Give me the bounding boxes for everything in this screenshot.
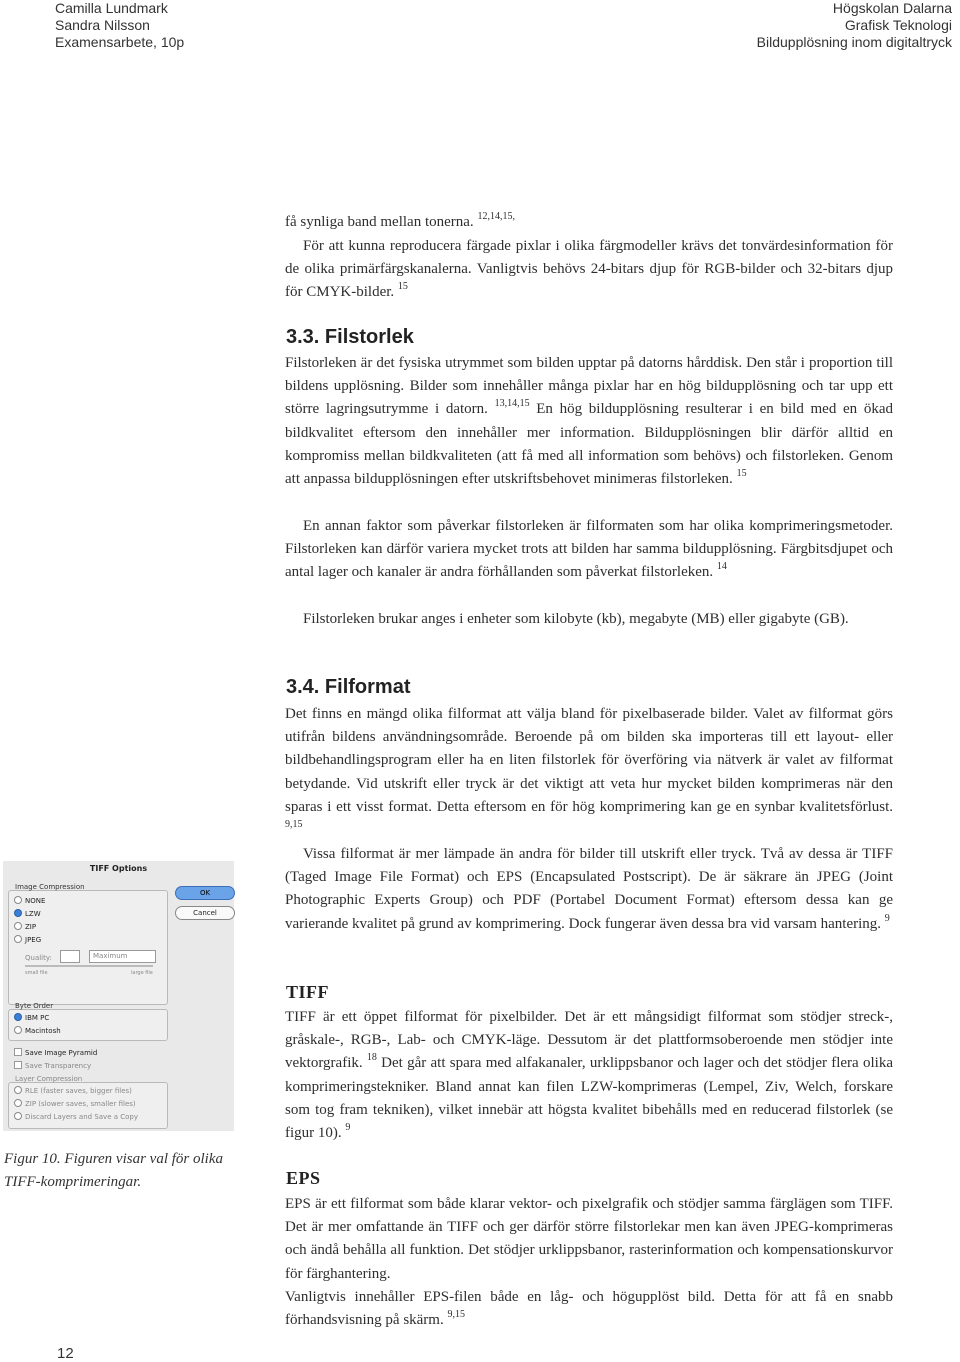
paragraph-6 bbox=[285, 703, 893, 842]
paragraph-text: Filstorleken är det fysiska utrymmet som bilden upptar på datorns hårddisk. Den står i proportion till bildens upplösning. Bilder som innehåller många pixlar har en hög bildupplösning och tar upp ett större lagringsutrymme i datorn. bbox=[285, 355, 893, 418]
paragraph-10 bbox=[285, 1286, 893, 1332]
dialog-title: TIFF Options bbox=[89, 864, 148, 873]
quality-label: Quality: bbox=[25, 954, 52, 962]
large-file-label: large file bbox=[131, 970, 153, 976]
save-image-pyramid-checkbox[interactable]: Save Image Pyramid bbox=[14, 1048, 97, 1057]
paragraph-9 bbox=[285, 1193, 893, 1286]
small-file-label: small file bbox=[25, 970, 48, 976]
figure-caption: Figur 10. Figuren visar val för olika TIFF-komprimeringar. bbox=[4, 1151, 224, 1190]
compression-option-lzw[interactable]: LZW bbox=[14, 909, 41, 918]
image-compression-label: Image Compression bbox=[15, 883, 85, 891]
paragraph-text: För att kunna reproducera färgade pixlar i olika färgmodeller krävs det tonvärdesinformation för de olika primärfärgskanalerna. Vanligtvis behövs 24-bitars djup för RGB-bilder och 32-bitars djup för CMYK-bilder. bbox=[285, 238, 893, 301]
save-transparency-checkbox[interactable]: Save Transparency bbox=[14, 1061, 91, 1070]
radio-icon bbox=[14, 1112, 22, 1120]
paragraph-4 bbox=[285, 515, 893, 585]
radio-icon bbox=[14, 1026, 22, 1034]
subheading-tiff: TIFF bbox=[286, 982, 330, 1002]
footnote-ref: 12,14,15, bbox=[477, 211, 515, 222]
layer-option-rle[interactable]: RLE (faster saves, bigger files) bbox=[14, 1086, 132, 1095]
byte-order-ibm-pc[interactable]: IBM PC bbox=[14, 1013, 49, 1022]
tiff-options-dialog-figure bbox=[3, 861, 234, 1131]
paragraph-8 bbox=[285, 1006, 893, 1145]
paragraph-text: Det går att spara med alfakanaler, urklippsbanor och lager och det stödjer flera olika komprimeringstekniker. Bland annat kan filen LZW-komprimeras (Lempel, Ziv, Welch, forskare som tog fram tekniken), vilket innebär att högsta kvalitet bibehålls med en reducerad filstorlek (se figur 10). bbox=[285, 1055, 893, 1142]
compression-option-none[interactable]: NONE bbox=[14, 896, 45, 905]
paragraph-3 bbox=[285, 352, 893, 491]
ok-button[interactable]: OK bbox=[175, 886, 235, 900]
quality-select[interactable]: Maximum bbox=[89, 950, 156, 963]
quality-slider[interactable] bbox=[25, 965, 153, 967]
compression-option-jpeg[interactable]: JPEG bbox=[14, 935, 41, 944]
footnote-ref: 13,14,15 bbox=[494, 398, 530, 410]
checkbox-icon bbox=[14, 1048, 22, 1056]
header-author-2: Sandra Nilsson bbox=[55, 17, 150, 33]
radio-icon bbox=[14, 1099, 22, 1107]
layer-option-discard[interactable]: Discard Layers and Save a Copy bbox=[14, 1112, 138, 1121]
section-heading-filformat: 3.4. Filformat bbox=[286, 676, 411, 698]
subheading-eps: EPS bbox=[286, 1168, 321, 1188]
paragraph-5 bbox=[285, 608, 893, 631]
radio-icon bbox=[14, 1086, 22, 1094]
paragraph-text: TIFF är ett öppet filformat för pixelbilder. Det är ett mångsidigt filformat som stödjer streck-, gråskale-, RGB-, Lab- och CMYK-läge. Dessutom är det plattformsoberoende men stödjer inte vektorgrafik. bbox=[285, 1009, 893, 1072]
radio-icon bbox=[14, 922, 22, 930]
radio-selected-icon bbox=[14, 909, 22, 917]
footnote-ref: 18 bbox=[366, 1052, 377, 1064]
paragraph-text: En hög bildupplösning resulterar i en bild med en ökad bildkvalitet eftersom den innehåller mer information. Bildupplösningen blir därför alltid en kompromiss mellan bildkvaliteten (att få med all information som behövs) och filstorleken. Genom att anpassa bildupplösningen efter utskriftsbehovet minimeras filstorleken. bbox=[285, 401, 893, 488]
paragraph-text: Vanligtvis innehåller EPS-filen både en låg- och högupplöst bild. Detta för att få en snabb förhandsvisning på skärm. bbox=[285, 1289, 893, 1329]
header-school: Högskolan Dalarna bbox=[832, 0, 952, 16]
paragraph-text: Filstorleken brukar anges i enheter som kilobyte (kb), megabyte (MB) eller gigabyte (GB). bbox=[303, 611, 849, 627]
header-course: Examensarbete, 10p bbox=[55, 34, 185, 50]
header-thesis-title: Bildupplösning inom digitaltryck bbox=[756, 34, 952, 50]
quality-input[interactable] bbox=[60, 950, 80, 963]
header-right bbox=[757, 0, 952, 51]
paragraph-text: Det finns en mängd olika filformat att välja bland för pixelbaserade bilder. Valet av filformat görs utifrån bildens användningsområde. Beroende på om bilden ska importeras till ett layout- eller bildbehandlingsprogram eller ha en liten filstorlek för överföring via nätverk är valet av filformat betydande. Vid utskrift eller tryck är det viktigt att veta hur mycket bilden komprimeras när den sparas i ett visst format. Detta eftersom en för hög komprimering kan ge en synbar kvalitetsförlust. bbox=[285, 706, 893, 815]
radio-selected-icon bbox=[14, 1013, 22, 1021]
footnote-ref: 15 bbox=[397, 281, 408, 293]
compression-option-zip[interactable]: ZIP bbox=[14, 922, 36, 931]
image-compression-group bbox=[8, 890, 168, 1005]
footnote-ref: 9,15 bbox=[285, 819, 303, 831]
paragraph-1 bbox=[285, 211, 893, 234]
layer-compression-label: Layer Compression bbox=[15, 1075, 83, 1083]
header-department: Grafisk Teknologi bbox=[844, 17, 952, 33]
footnote-ref: 9 bbox=[345, 1122, 351, 1134]
page-number: 12 bbox=[57, 1345, 74, 1362]
checkbox-icon bbox=[14, 1061, 22, 1069]
footnote-ref: 14 bbox=[716, 561, 727, 573]
paragraph-text: Vissa filformat är mer lämpade än andra för bilder till utskrift eller tryck. Två av dessa är TIFF (Taged Image File Format) och EPS (Encapsulated Postscript). De är säkrare än JPEG (Joint Photographic Experts Group) och PDF (Portabel Document Format) eftersom dessa kan ge varierande kvalitet på grund av komprimering. Dock fungerar även dessa bra vid varsam hantering. bbox=[285, 846, 893, 932]
header-author-1: Camilla Lundmark bbox=[55, 0, 168, 16]
footnote-ref: 15 bbox=[736, 468, 747, 480]
footnote-ref: 9,15 bbox=[447, 1309, 465, 1321]
footnote-ref: 9 bbox=[884, 912, 890, 924]
radio-icon bbox=[14, 896, 22, 904]
cancel-button[interactable]: Cancel bbox=[175, 906, 235, 920]
layer-option-zip[interactable]: ZIP (slower saves, smaller files) bbox=[14, 1099, 136, 1108]
paragraph-text: EPS är ett filformat som både klarar vektor- och pixelgrafik och stödjer samma färglägen som TIFF. Det är mer omfattande än TIFF och ger därför större filstorlekar men kan även JPEG-komprimeras och ändå behålla all funktion. Det stödjer urklippsbanor, rasterinformation och kompensationskurvor för färghantering. bbox=[285, 1196, 893, 1282]
paragraph-7 bbox=[285, 843, 893, 936]
paragraph-text: En annan faktor som påverkar filstorleken är filformaten som har olika komprimeringsmetoder. Filstorleken kan därför variera mycket trots att bilden har samma bildupplösning. Färgbitsdjupet och antal lager och kanaler är andra förhållanden som påverkat filstorleken. bbox=[285, 518, 893, 581]
paragraph-2 bbox=[285, 235, 893, 305]
radio-icon bbox=[14, 935, 22, 943]
byte-order-macintosh[interactable]: Macintosh bbox=[14, 1026, 61, 1035]
section-heading-filstorlek: 3.3. Filstorlek bbox=[286, 326, 414, 348]
byte-order-label: Byte Order bbox=[15, 1002, 54, 1010]
paragraph-text: få synliga band mellan tonerna. bbox=[285, 214, 478, 230]
header-left bbox=[55, 0, 184, 51]
